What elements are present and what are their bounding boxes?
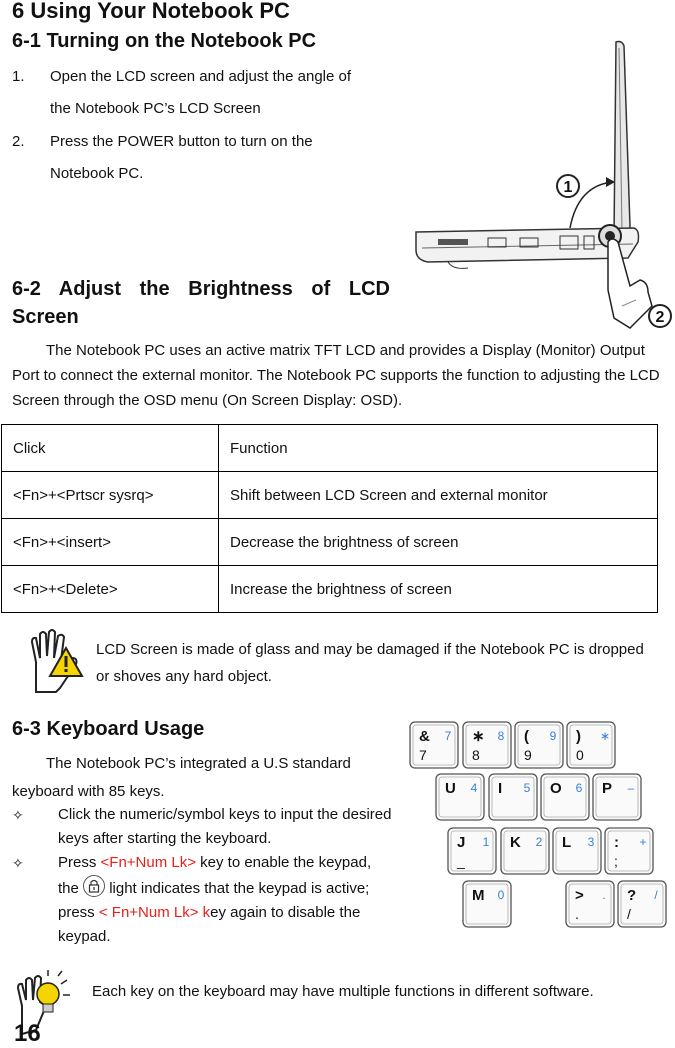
table-row	[2, 519, 658, 566]
section-heading-brightness: 6-2 Adjust the Brightness of LCD	[12, 278, 390, 300]
page-title: 6 Using Your Notebook PC	[12, 0, 290, 23]
brightness-paragraph	[12, 338, 660, 413]
keypad-key	[436, 774, 484, 820]
step-1	[12, 61, 392, 125]
key-main-label: ?	[627, 887, 637, 904]
key-numpad-label: 5	[523, 781, 531, 795]
section-heading-turning-on: 6-1 Turning on the Notebook PC	[12, 30, 317, 52]
header-click: Click	[2, 425, 219, 472]
table-cell-key: <Fn>+<Delete>	[2, 566, 219, 613]
table-cell-key: <Fn>+<insert>	[2, 519, 219, 566]
bullet-item	[12, 803, 392, 851]
callout-2-label: 2	[655, 309, 665, 326]
step-number: 1.	[12, 68, 25, 85]
key-main-label: >	[575, 887, 584, 904]
keyboard-tip-note: Each key on the keyboard may have multiple functions in different software.	[92, 983, 594, 1000]
callout-1-label: 1	[563, 179, 573, 196]
keyboard-paragraph-text: The Notebook PC’s integrated a U.S standard keyboard with 85 keys.	[12, 755, 351, 800]
table-cell-function: Decrease the brightness of screen	[219, 519, 658, 566]
keypad-key	[448, 828, 496, 874]
keypad-key	[501, 828, 549, 874]
key-numpad-label: ∗	[599, 729, 611, 743]
key-sub-label: 8	[472, 747, 480, 763]
key-combo-text: <Fn+Num Lk>	[100, 854, 196, 871]
table-header-row	[2, 425, 658, 472]
table-cell-key: <Fn>+<Prtscr sysrq>	[2, 472, 219, 519]
keypad-key	[463, 881, 511, 927]
key-numpad-label: 2	[535, 835, 543, 849]
key-main-label: (	[524, 728, 529, 745]
page-number: 16	[14, 1020, 41, 1047]
bullet-text: key to enable the keypad, the	[58, 854, 372, 897]
keypad-key	[515, 722, 563, 768]
warning-hand-icon	[26, 628, 84, 696]
header-function: Function	[219, 425, 658, 472]
num-lock-icon	[83, 875, 105, 897]
key-sub-label: ;	[614, 853, 618, 869]
bullet-text: ey again to disable the keypad.	[58, 904, 361, 945]
key-numpad-label: 8	[497, 729, 505, 743]
key-main-label: :	[614, 834, 619, 851]
step-number: 2.	[12, 133, 25, 150]
bullet-text: light indicates that the keypad is active; press	[58, 880, 370, 921]
key-main-label: L	[562, 834, 572, 851]
key-sub-label: 7	[419, 747, 427, 763]
keyboard-bullets	[12, 803, 392, 949]
key-main-label: U	[445, 780, 456, 797]
key-numpad-label: –	[627, 781, 635, 795]
lcd-warning-note: LCD Screen is made of glass and may be damaged if the Notebook PC is dropped or shoves any hard object.	[96, 641, 644, 685]
keypad-key	[605, 828, 653, 874]
key-numpad-label: /	[654, 888, 658, 902]
function-key-table	[1, 424, 658, 613]
section-heading-keyboard: 6-3 Keyboard Usage	[12, 718, 205, 740]
key-numpad-label: 7	[444, 729, 452, 743]
keypad-key	[489, 774, 537, 820]
key-main-label: J	[457, 834, 466, 851]
key-main-label: &	[419, 728, 430, 745]
keypad-key	[541, 774, 589, 820]
keypad-key	[593, 774, 641, 820]
bullet-item	[12, 851, 392, 949]
laptop-power-illustration	[408, 36, 675, 336]
key-main-label: ∗	[472, 728, 485, 745]
step-text: Notebook PC.	[50, 165, 144, 182]
table-cell-function: Shift between LCD Screen and external monitor	[219, 472, 658, 519]
keypad-key	[618, 881, 666, 927]
key-numpad-label: 3	[587, 835, 595, 849]
key-numpad-label: 1	[482, 835, 490, 849]
key-numpad-label: 4	[470, 781, 478, 795]
step-2	[12, 126, 392, 190]
key-main-label: O	[550, 780, 562, 797]
key-combo-text: < Fn+Num Lk> k	[98, 904, 211, 921]
table-cell-function: Increase the brightness of screen	[219, 566, 658, 613]
key-main-label: )	[576, 728, 581, 745]
diamond-bullet-icon: ✧	[12, 855, 24, 871]
key-sub-label: /	[627, 906, 631, 922]
keypad-key	[553, 828, 601, 874]
key-main-label: K	[510, 834, 521, 851]
keypad-key	[463, 722, 511, 768]
key-main-label: P	[602, 780, 613, 797]
brightness-paragraph-text: The Notebook PC uses an active matrix TFT LCD and provides a Display (Monitor) Output Port to connect the external monitor. The Notebook PC supports the function to adjusting the LCD Screen through the OSD menu (On Screen Display: OSD).	[12, 342, 660, 409]
table-row	[2, 566, 658, 613]
section-heading-brightness-cont: Screen	[12, 306, 79, 328]
key-numpad-label: 0	[497, 888, 505, 902]
keypad-key	[410, 722, 458, 768]
key-main-label: I	[498, 780, 503, 797]
key-sub-label: .	[575, 906, 579, 922]
keypad-key	[566, 881, 614, 927]
key-numpad-label: 6	[575, 781, 583, 795]
key-numpad-label: 9	[549, 729, 557, 743]
step-text: Open the LCD screen and adjust the angle of	[50, 68, 352, 85]
key-main-label: M	[472, 887, 485, 904]
step-text: the Notebook PC’s LCD Screen	[50, 100, 261, 117]
bullet-text: Click the numeric/symbol keys to input the desired keys after starting the keyboard.	[58, 806, 392, 847]
key-numpad-label: .	[602, 888, 606, 902]
bullet-text: Press	[58, 854, 101, 871]
keyboard-paragraph	[12, 750, 392, 806]
diamond-bullet-icon: ✧	[12, 807, 24, 823]
keypad-key	[567, 722, 615, 768]
keypad-illustration	[408, 718, 670, 936]
key-sub-label: 9	[524, 747, 532, 763]
table-row	[2, 472, 658, 519]
key-sub-label: _	[457, 853, 465, 869]
step-text: Press the POWER button to turn on the	[50, 133, 313, 150]
key-numpad-label: +	[639, 835, 647, 849]
key-sub-label: 0	[576, 747, 584, 763]
